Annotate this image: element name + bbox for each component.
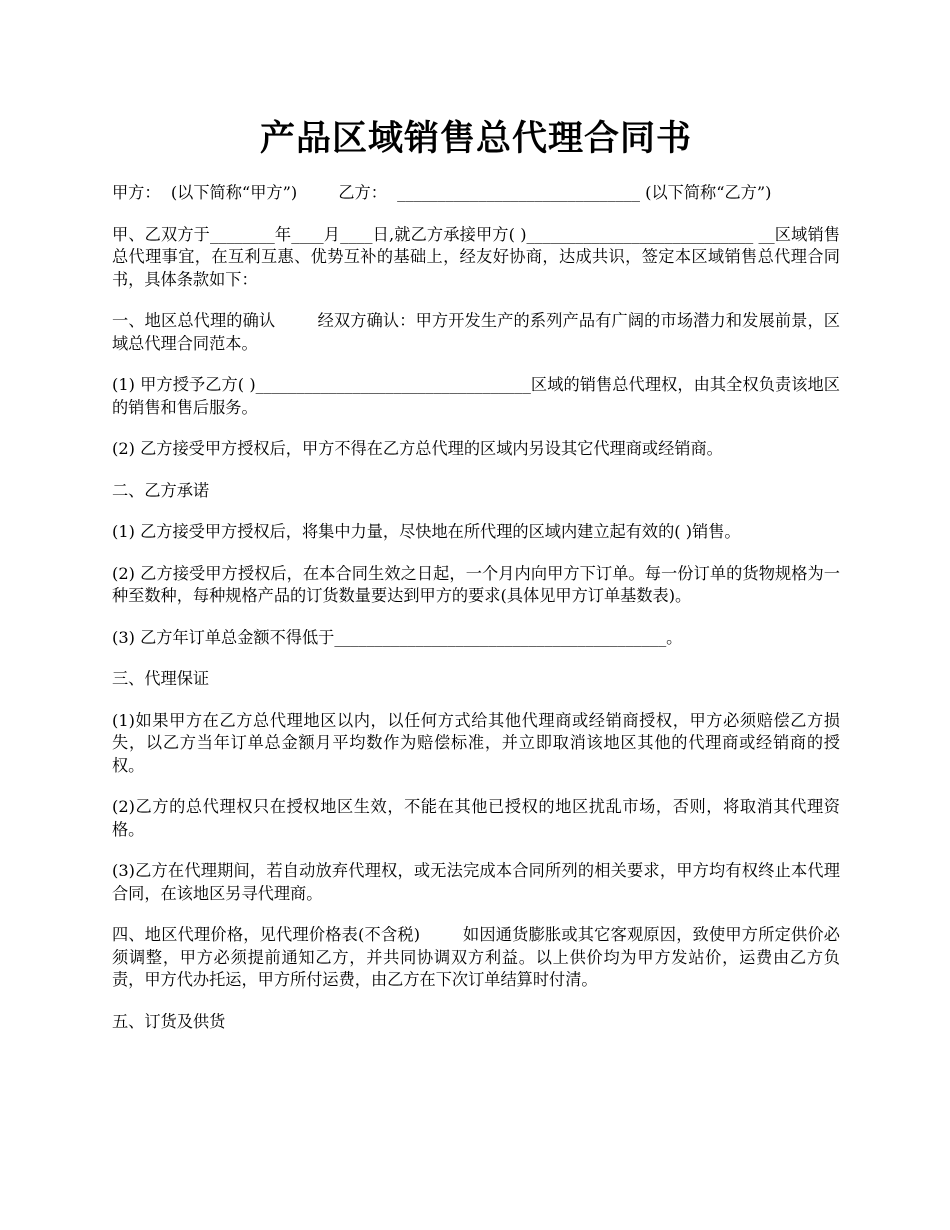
clause-3-3: (3)乙方在代理期间，若自动放弃代理权，或无法完成本合同所列的相关要求，甲方均有权终止本代理合同，在该地区另寻代理商。 — [112, 861, 840, 903]
party-info: 甲方： (以下简称“甲方”) 乙方： ______________________________ (以下简称“乙方”) — [112, 183, 772, 202]
clause-2-1: (1) 乙方接受甲方授权后，将集中力量，尽快地在所代理的区域内建立起有效的( )销售。 — [112, 522, 741, 541]
contract-page — [112, 0, 840, 1033]
clause-1-2: (2) 乙方接受甲方授权后，甲方不得在乙方总代理的区域内另设其它代理商或经销商。 — [112, 439, 723, 458]
clause-2-2: (2) 乙方接受甲方授权后，在本合同生效之日起，一个月内向甲方下订单。每一份订单的货物规格为一种至数种，每种规格产品的订货数量要达到甲方的要求(具体见甲方订单基数表)。 — [112, 563, 840, 605]
clause-1-1: (1) 甲方授予乙方( )__________________________________区域的销售总代理权，由其全权负责该地区的销售和售后服务。 — [112, 375, 840, 417]
section-1-heading: 一、地区总代理的确认 经双方确认：甲方开发生产的系列产品有广阔的市场潜力和发展前景，区域总代理合同范本。 — [112, 311, 840, 353]
section-5-heading: 五、订货及供货 — [112, 1011, 226, 1031]
section-2-heading: 二、乙方承诺 — [112, 480, 210, 500]
section-4-heading: 四、地区代理价格，见代理价格表(不含税) 如因通货膨胀或其它客观原因，致使甲方所定供价必须调整，甲方必须提前通知乙方，并共同协调双方利益。以上供价均为甲方发站价，运费由乙方负责，甲方代办托运，甲方所付运费，由乙方在下次订单结算时付清。 — [112, 925, 840, 989]
document-title: 产品区域销售总代理合同书 — [259, 118, 692, 159]
clause-3-2: (2)乙方的总代理权只在授权地区生效，不能在其他已授权的地区扰乱市场，否则，将取消其代理资格。 — [112, 797, 840, 839]
clause-3-1: (1)如果甲方在乙方总代理地区以内，以任何方式给其他代理商或经销商授权，甲方必须赔偿乙方损失，以乙方当年订单总金额月平均数作为赔偿标准，并立即取消该地区其他的代理商或经销商的授权。 — [112, 710, 840, 775]
clause-2-3: (3) 乙方年订单总金额不得低于_________________________________________。 — [112, 627, 683, 647]
preamble: 甲、乙双方于________年____月____日,就乙方承接甲方( )____________________________ __区域销售总代理事宜，在互利互惠、优势互补的基础上，经友好协商，达成共识，签定本区域销售总代理合同书，具体条款如下： — [112, 224, 840, 289]
section-3-heading: 三、代理保证 — [112, 669, 210, 688]
